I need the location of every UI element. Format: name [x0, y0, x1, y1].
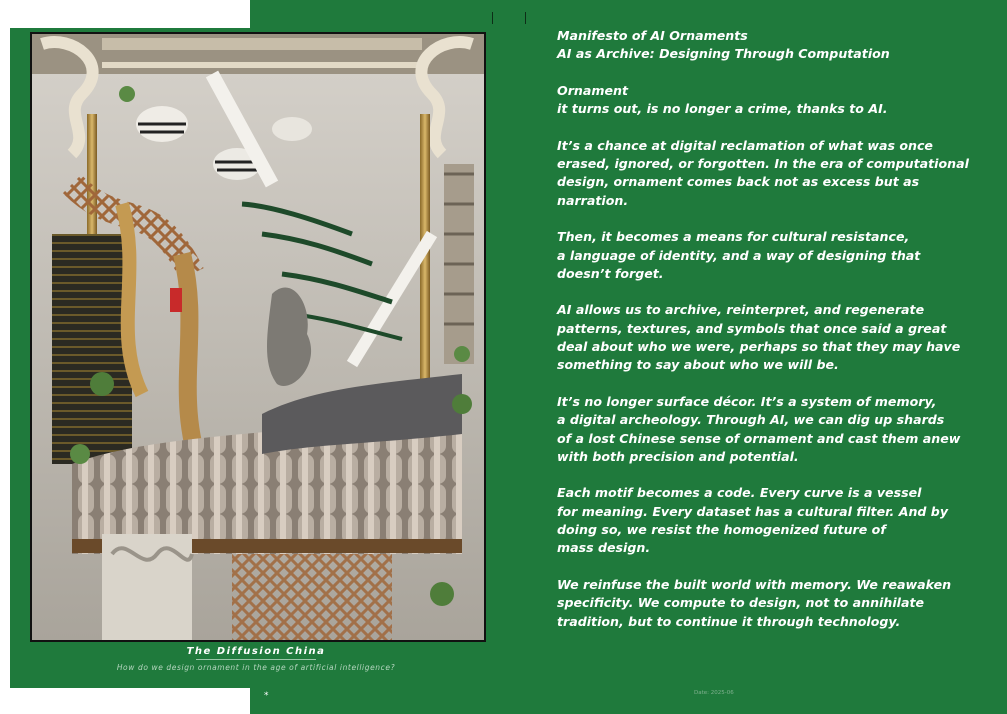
manifesto-paragraph: Each motif becomes a code. Every curve is a vessel for meaning. Every dataset has a cultural filter. And by doing so, we resist the homogenized future of mass design. — [557, 485, 949, 556]
crop-mark — [525, 12, 526, 24]
manifesto-paragraph: It’s no longer surface décor. It’s a system of memory, a digital archeology. Through AI, we can dig up shards of a lost Chinese sense of ornament and cast them anew with both precision and potential. — [557, 393, 961, 464]
manifesto-paragraph: AI allows us to archive, reinterpret, and regenerate patterns, textures, and symbols that once said a great deal about who we were, perhaps so that they may have something to say about who we will be. — [557, 302, 961, 373]
manifesto-paragraph: We reinfuse the built world with memory. We reawaken specificity. We compute to design, not to annihilate tradition, but to continue it through technology. — [557, 576, 952, 629]
manifesto-paragraph: Ornament it turns out, is no longer a crime, thanks to AI. — [557, 82, 888, 117]
collage-artwork — [30, 32, 486, 642]
date-label: Date: 2025-06 — [694, 690, 734, 696]
manifesto-paragraph: Then, it becomes a means for cultural resistance, a language of identity, and a way of designing that doesn’t forget. — [557, 229, 921, 281]
manifesto-paragraph: It’s a chance at digital reclamation of what was once erased, ignored, or forgotten. In the era of computational design, ornament comes back not as excess but as narration. — [557, 137, 969, 208]
artwork-caption-subtitle: How do we design ornament in the age of artificial intelligence? — [116, 663, 396, 672]
page-mark: * — [264, 691, 269, 701]
crop-mark — [492, 12, 493, 24]
caption-divider — [196, 659, 316, 660]
artwork-caption-title: The Diffusion China — [186, 646, 326, 657]
manifesto-heading: Manifesto of AI Ornaments AI as Archive: Designing Through Computation — [557, 28, 890, 62]
manifesto-text-block — [557, 27, 977, 649]
collage-illustration — [32, 34, 484, 640]
